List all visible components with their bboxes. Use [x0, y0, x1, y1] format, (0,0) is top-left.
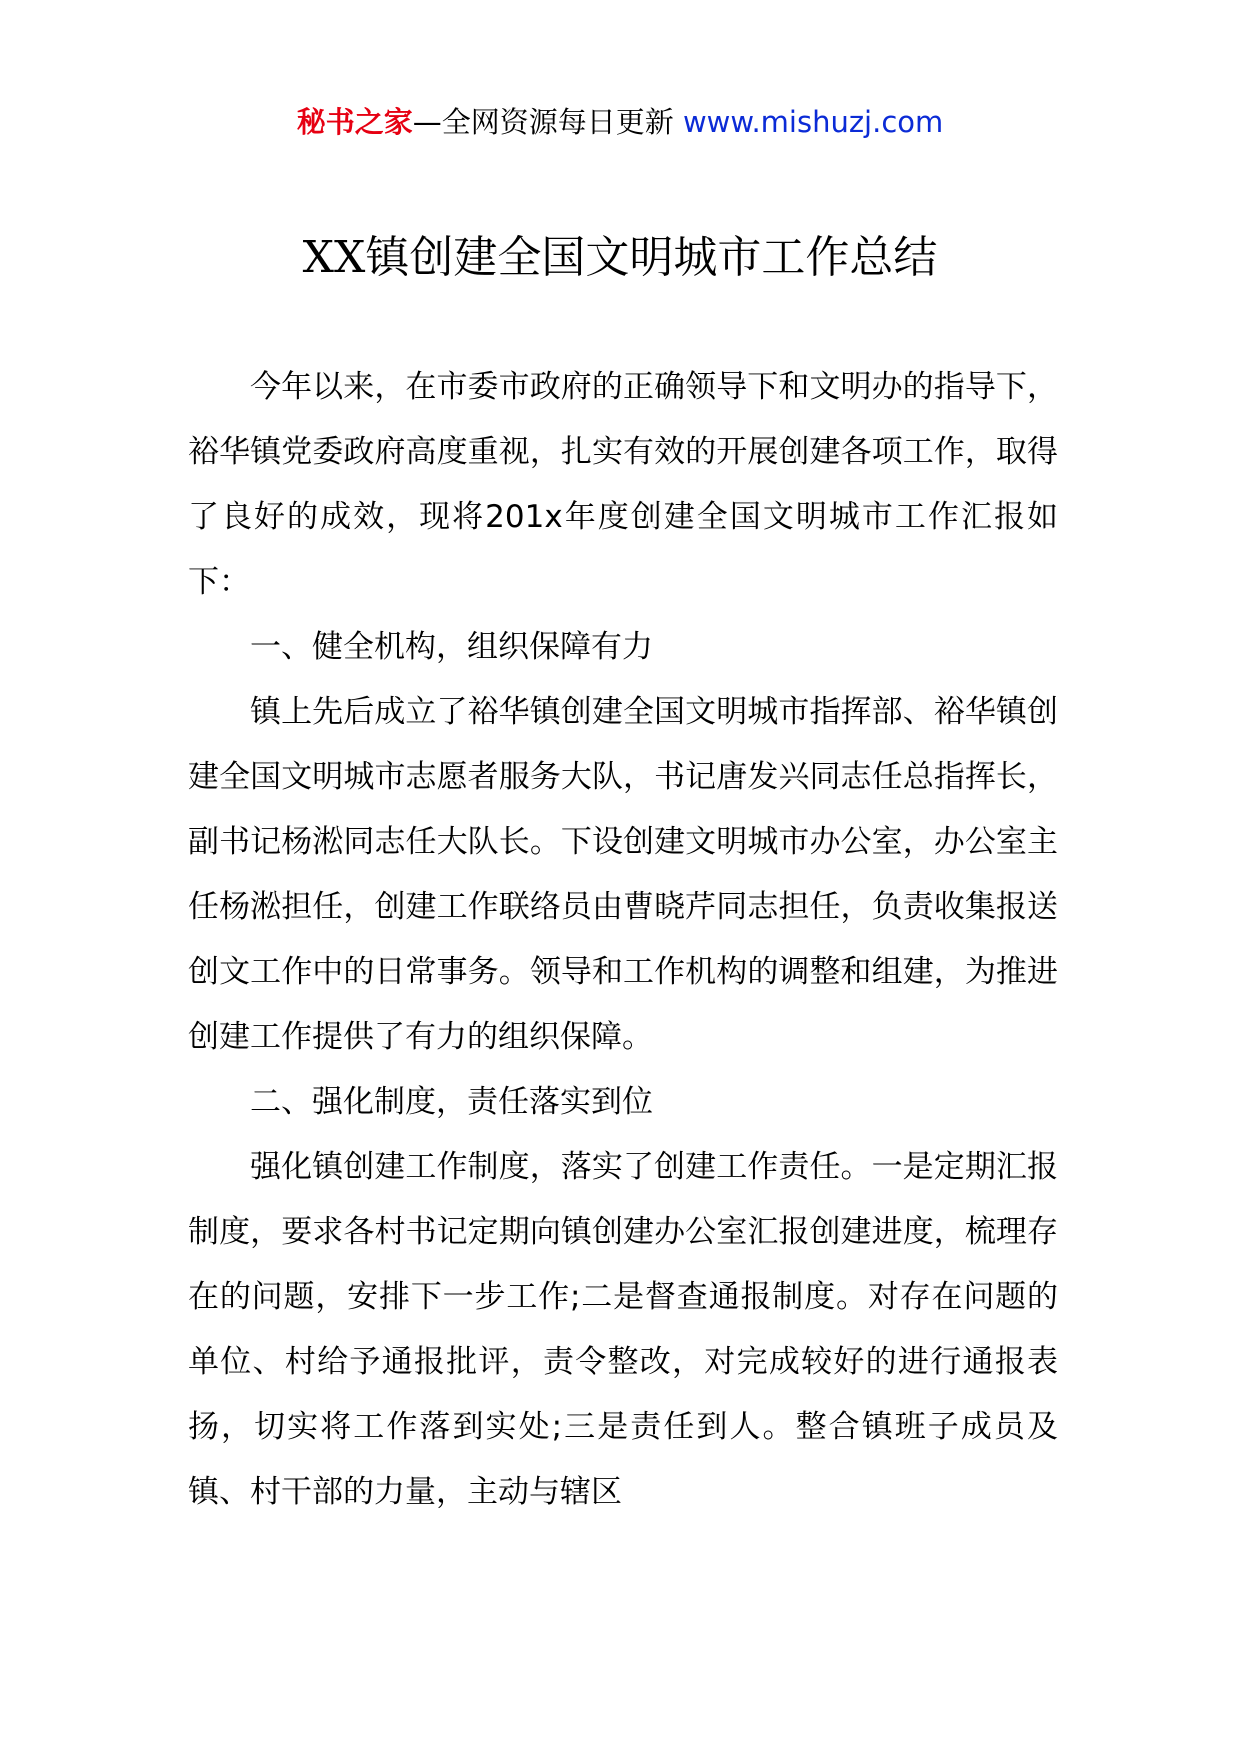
site-url-link[interactable]: www.mishuzj.com [682, 105, 944, 139]
intro-paragraph: 今年以来，在市委市政府的正确领导下和文明办的指导下，裕华镇党委政府高度重视，扎实有效的开展创建各项工作，取得了良好的成效，现将201x年度创建全国文明城市工作汇报如下： [188, 369, 1058, 600]
title-main: 镇创建全国文明城市工作总结 [365, 232, 938, 283]
document-title [0, 228, 1240, 288]
title-prefix: XX [302, 232, 366, 283]
section-2-paragraph: 强化镇创建工作制度，落实了创建工作责任。一是定期汇报制度，要求各村书记定期向镇创建办公室汇报创建进度，梳理存在的问题，安排下一步工作;二是督查通报制度。对存在问题的单位、村给予通报批评，责令整改，对完成较好的进行通报表扬，切实将工作落到实处;三是责任到人。整合镇班子成员及镇、村干部的力量，主动与辖区 [188, 1149, 1058, 1510]
section-heading-1: 一、健全机构，组织保障有力 [250, 629, 653, 665]
brand-name: 秘书之家 [296, 105, 413, 139]
section-heading-2: 二、强化制度，责任落实到位 [250, 1084, 653, 1120]
section-1-paragraph: 镇上先后成立了裕华镇创建全国文明城市指挥部、裕华镇创建全国文明城市志愿者服务大队，书记唐发兴同志任总指挥长，副书记杨淞同志任大队长。下设创建文明城市办公室，办公室主任杨淞担任，创建工作联络员由曹晓芹同志担任，负责收集报送创文工作中的日常事务。领导和工作机构的调整和组建，为推进创建工作提供了有力的组织保障。 [188, 694, 1058, 1055]
site-tagline: —全网资源每日更新 [412, 105, 674, 139]
document-body [188, 355, 1058, 1525]
site-header [0, 102, 1240, 142]
